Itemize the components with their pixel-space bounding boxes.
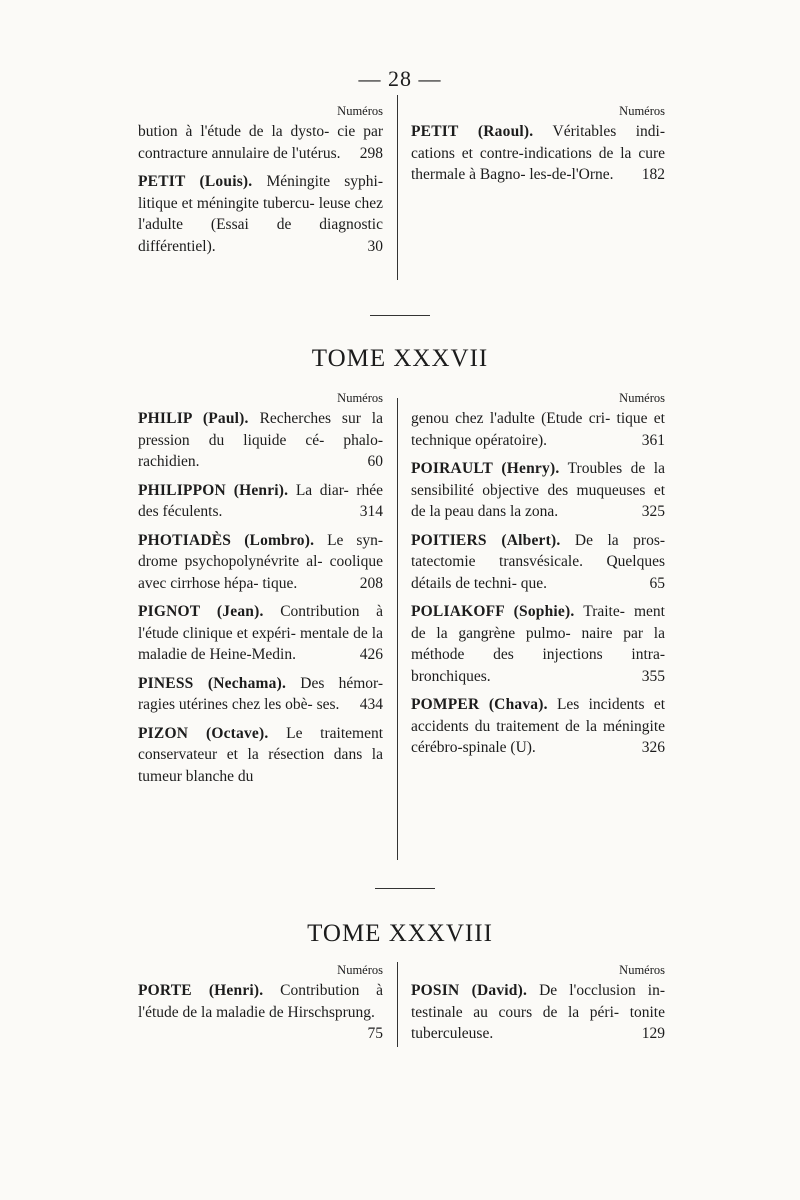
entry-title: Les incidents et accidents du traitement de la méningite cérébro-spinale (U). (411, 696, 666, 756)
top-left-column (138, 103, 383, 264)
entry-author: PETIT (Raoul). (411, 123, 534, 140)
entry-title: Contribution à l'étude de la maladie de Hirschsprung. (138, 982, 383, 1021)
entry-author: PHILIPPON (Henri). (138, 481, 289, 499)
top-right-column (411, 103, 665, 193)
index-entry (411, 530, 665, 595)
tome-38-title: TOME XXXVIII (307, 920, 493, 947)
index-entry (411, 458, 665, 523)
entry-author: PINESS (Nechama). (138, 674, 287, 692)
column-header: Numéros (619, 963, 665, 977)
column-header: Numéros (337, 391, 383, 405)
column-divider (397, 95, 398, 280)
page-number: — 28 — (358, 66, 442, 91)
column-header: Numéros (619, 104, 665, 118)
entry-title: La diar- rhée des féculents. (138, 481, 383, 520)
column-divider (397, 962, 398, 1047)
column-header: Numéros (619, 391, 665, 405)
entry-author: POIRAULT (Henry). (411, 460, 560, 477)
entry-page-number: 75 (367, 1025, 383, 1042)
section-rule (375, 888, 435, 889)
index-entry (138, 408, 383, 473)
column-divider (397, 398, 398, 860)
index-entry (411, 121, 665, 186)
entry-page-number: 325 (641, 503, 665, 520)
entry-author: POITIERS (Albert). (411, 531, 561, 549)
entry-author: PIGNOT (Jean). (138, 603, 264, 620)
entry-author: PHOTIADÈS (Lombro). (138, 531, 315, 549)
entry-author: PIZON (Octave). (138, 724, 269, 742)
entry-title: Contribution à l'étude clinique et expéri- mentale de la maladie de Heine-Medin. (138, 603, 383, 663)
index-entry (138, 121, 383, 164)
entry-title: Troubles de la sensibilité objective des muqueuses et de la peau dans la zona. (411, 460, 665, 520)
entry-title: Méningite syphi- litique et méningite tubercu- leuse chez l'adulte (Essai de diagnostic différentiel). (138, 173, 384, 255)
entry-title: Des hémor- ragies utérines chez les obè- ses. (138, 674, 384, 713)
entry-page-number: 314 (359, 503, 383, 520)
entry-page-number: 208 (359, 574, 383, 592)
entry-page-number: 65 (649, 574, 665, 592)
entry-page-number: 361 (641, 431, 665, 449)
entry-author: PHILIP (Paul). (138, 410, 249, 427)
index-entry (411, 408, 665, 451)
index-entry (411, 601, 665, 687)
index-entry (138, 723, 383, 788)
entry-title: De l'occlusion in- testinale au cours de la péri- tonite tuberculeuse. (411, 982, 666, 1042)
entry-author: POMPER (Chava). (411, 696, 548, 713)
entry-page-number: 434 (359, 696, 383, 713)
index-entry (138, 601, 383, 666)
entry-author: POSIN (David). (411, 982, 528, 999)
index-entry (138, 673, 383, 716)
entry-title: Le syn- drome psychopolynévrite al- coolique avec cirrhose hépa- tique. (138, 531, 384, 592)
entry-page-number: 182 (641, 166, 665, 183)
entry-title: Véritables indi- cations et contre-indications de la cure thermale à Bagno- les-de-l'Orne. (411, 123, 665, 183)
tome-37-title: TOME XXXVII (311, 345, 489, 372)
entry-title: Le traitement conservateur et la résection dans la tumeur blanche du (138, 724, 384, 785)
index-entry (138, 171, 383, 257)
index-entry (138, 980, 383, 1042)
index-entry (411, 980, 665, 1045)
index-entry (411, 694, 665, 759)
entry-page-number: 30 (367, 237, 383, 255)
entry-title: Recherches sur la pression du liquide cé- phalo-rachidien. (138, 410, 383, 470)
entry-title: genou chez l'adulte (Etude cri- tique et technique opératoire). (411, 410, 665, 449)
entry-title: De la pros- tatectomie transvésicale. Quelques détails de techni- que. (411, 531, 666, 592)
entry-page-number: 129 (641, 1025, 665, 1042)
entry-page-number: 298 (359, 144, 383, 162)
entry-page-number: 355 (641, 667, 665, 685)
column-header: Numéros (337, 963, 383, 977)
index-entry (138, 480, 383, 523)
tome-37-right-column (411, 390, 665, 766)
entry-author: POLIAKOFF (Sophie). (411, 603, 575, 620)
tome-37-left-column (138, 390, 383, 794)
column-header: Numéros (337, 104, 383, 118)
entry-title: bution à l'étude de la dysto- cie par contracture annulaire de l'utérus. (138, 123, 383, 162)
entry-page-number: 326 (641, 739, 665, 756)
entry-page-number: 60 (367, 453, 383, 470)
entry-author: PORTE (Henri). (138, 982, 264, 999)
section-rule (370, 315, 430, 316)
entry-page-number: 426 (359, 646, 383, 663)
entry-title: Traite- ment de la gangrène pulmo- naire par la méthode des injections intra-bronchiques. (411, 603, 665, 685)
tome-38-right-column (411, 962, 665, 1052)
tome-38-left-column (138, 962, 383, 1045)
entry-author: PETIT (Louis). (138, 173, 253, 190)
index-entry (138, 530, 383, 595)
